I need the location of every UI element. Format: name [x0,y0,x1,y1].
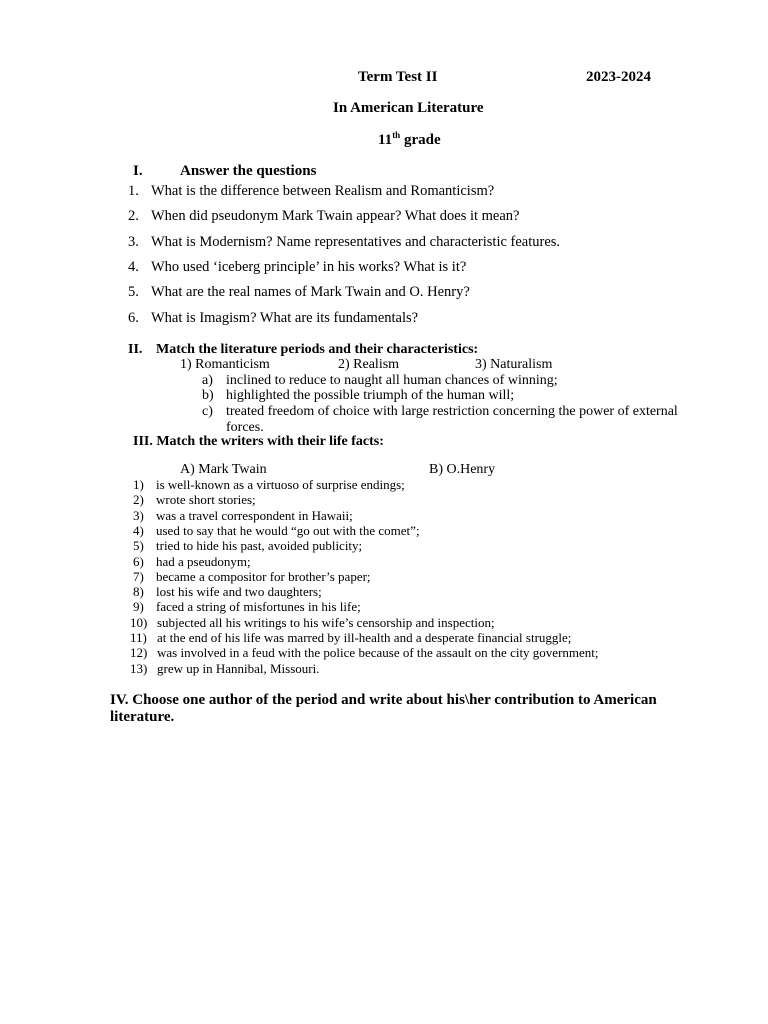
writer-o-henry: B) O.Henry [429,462,496,477]
fact-number: 4) [133,522,144,538]
subject-title: In American Literature [333,100,484,116]
grade-number: 11 [378,132,393,148]
question-text: Who used ‘iceberg principle’ in his works? What is it? [151,259,467,275]
section1-heading: Answer the questions [180,163,317,179]
section4-heading: IV. Choose one author of the period and write about his\her contribution to American literature. [110,692,657,725]
fact-text: became a compositor for brother’s paper; [156,568,371,584]
fact-number: 6) [133,553,144,569]
fact-number: 3) [133,507,144,523]
fact-number: 8) [133,584,144,600]
fact-number: 12) [130,645,148,661]
question-text: What is Imagism? What are its fundamentals? [151,310,419,326]
question-number: 5. [128,284,139,300]
question-text: What is Modernism? Name representatives and characteristic features. [151,234,561,250]
grade-label [378,132,441,149]
fact-text: wrote short stories; [156,492,256,508]
question-number: 6. [128,310,139,326]
section3-heading: III. Match the writers with their life facts: [133,434,384,449]
writer-mark-twain: A) Mark Twain [180,462,267,477]
fact-number: 10) [130,614,148,630]
grade-suffix: th [392,130,401,140]
fact-text: tried to hide his past, avoided publicity; [156,538,363,554]
characteristic-a-text: inclined to reduce to naught all human chances of winning; [226,373,558,388]
period-naturalism: 3) Naturalism [475,357,553,372]
fact-text: had a pseudonym; [156,553,251,569]
characteristic-b-text: highlighted the possible triumph of the human will; [226,388,515,403]
fact-text: at the end of his life was marred by ill-health and a desperate financial struggle; [157,630,572,645]
section2-roman: II. [128,342,143,357]
fact-text: was a travel correspondent in Hawaii; [156,507,353,523]
fact-number: 7) [133,568,144,584]
characteristic-b-letter: b) [202,388,214,403]
test-title: Term Test II [358,69,438,85]
fact-number: 11) [130,630,147,645]
fact-number: 9) [133,599,144,615]
fact-number: 13) [130,660,148,676]
question-number: 3. [128,234,139,250]
fact-text: used to say that he would “go out with the comet”; [156,522,420,538]
fact-number: 2) [133,492,144,508]
question-text: When did pseudonym Mark Twain appear? What does it mean? [151,208,520,224]
section1-roman: I. [133,163,143,179]
question-text: What is the difference between Realism and Romanticism? [151,183,495,199]
school-year: 2023-2024 [586,69,651,85]
fact-text: was involved in a feud with the police because of the assault on the city government; [157,645,599,661]
fact-number: 5) [133,538,144,554]
question-number: 2. [128,208,139,224]
period-romanticism: 1) Romanticism [180,357,270,372]
question-text: What are the real names of Mark Twain and O. Henry? [151,284,470,300]
fact-text: faced a string of misfortunes in his life; [156,599,361,615]
section2-heading: Match the literature periods and their characteristics: [156,342,479,357]
characteristic-c-text: treated freedom of choice with large restriction concerning the power of external forces. [226,404,678,435]
characteristic-c-letter: c) [202,404,213,419]
period-realism: 2) Realism [338,357,400,372]
fact-text: is well-known as a virtuoso of surprise endings; [156,477,405,492]
characteristic-a-letter: a) [202,373,213,388]
grade-word: grade [400,132,441,148]
question-number: 4. [128,259,139,275]
question-number: 1. [128,183,139,199]
fact-number: 1) [133,477,144,492]
fact-text: subjected all his writings to his wife’s censorship and inspection; [157,614,495,630]
fact-text: grew up in Hannibal, Missouri. [157,660,320,676]
fact-text: lost his wife and two daughters; [156,584,322,600]
